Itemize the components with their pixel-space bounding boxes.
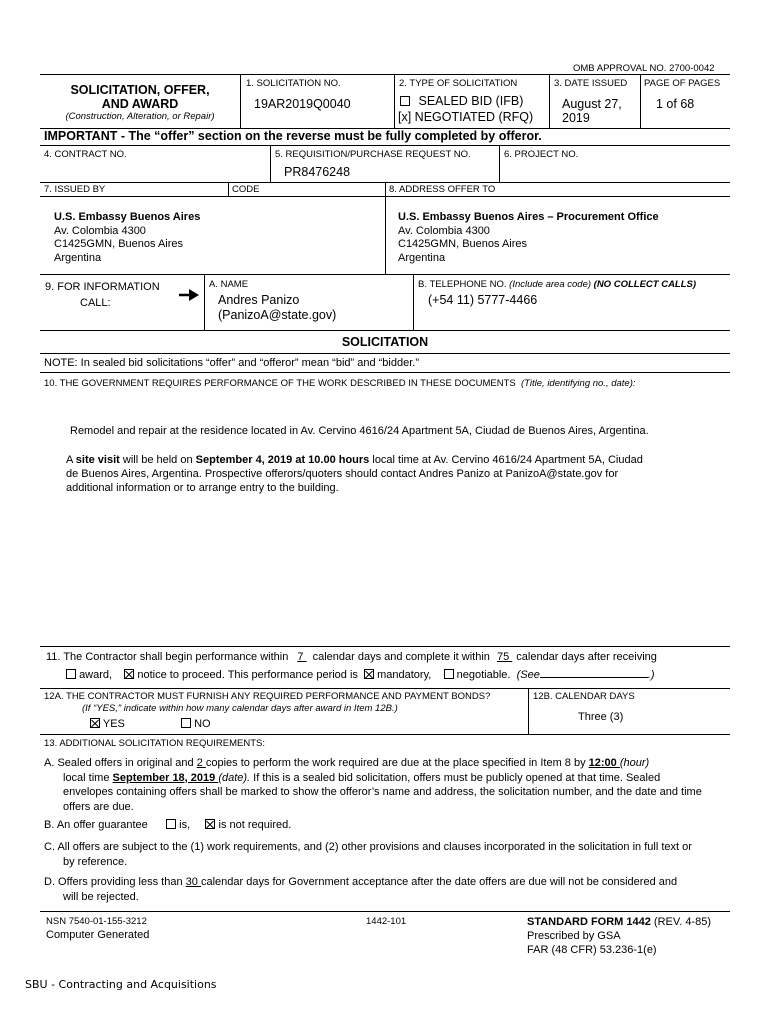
item12a-label: 12A. THE CONTRACTOR MUST FURNISH ANY REQUIRED PERFORMANCE AND PAYMENT BONDS? [44,691,491,702]
project-no-label: 6. PROJECT NO. [504,149,579,160]
item12b-label: 12B. CALENDAR DAYS [533,691,635,702]
negotiable-checkbox[interactable] [444,669,454,679]
sealed-bid-option[interactable]: SEALED BID (IFB) [400,94,523,108]
address-offer-label: 8. ADDRESS OFFER TO [389,184,496,195]
due-time: 12:00 [588,757,620,769]
bonds-yes-checkbox[interactable] [90,718,100,728]
date-issued-value-1[interactable]: August 27, [562,97,622,111]
contact-email[interactable]: (PanizoA@state.gov) [218,308,337,322]
due-date: September 18, 2019 [112,771,219,784]
award-checkbox[interactable] [66,669,76,679]
work-description: Remodel and repair at the residence located in Av. Cervino 4616/24 Apartment 5A, Ciudad de Buenos Aires, Argentina. [70,425,649,437]
computer-generated: Computer Generated [46,929,150,941]
code-label: CODE [232,184,260,195]
requisition-value[interactable]: PR8476248 [284,165,351,179]
copies-count: 2 [196,757,206,769]
bonds-no[interactable]: NO [181,718,211,730]
standard-form-info: STANDARD FORM 1442 (REV. 4-85) Prescribed by GSA FAR (48 CFR) 53.236-1(e) [527,916,711,956]
item11-line2: award, notice to proceed. This performance period is mandatory, negotiable. (See .) [66,667,655,681]
name-label: A. NAME [209,279,249,290]
calendar-days-value[interactable]: Three (3) [578,711,624,723]
notice-to-proceed-checkbox[interactable] [124,669,134,679]
form-title-line1: SOLICITATION, OFFER, [70,83,210,97]
contact-phone[interactable]: (+54 11) 5777-4466 [428,293,538,307]
date-issued-value-2[interactable]: 2019 [562,111,590,125]
issued-by-address: U.S. Embassy Buenos Aires Av. Colombia 4300 C1425GMN, Buenos Aires Argentina [54,211,201,264]
solicitation-no-label: 1. SOLICITATION NO. [246,78,341,89]
telephone-label: B. TELEPHONE NO. (Include area code) (NO COLLECT CALLS) [418,279,697,290]
page-of-pages-value: 1 of 68 [656,97,695,111]
call-label: CALL: [80,297,111,309]
bonds-no-checkbox[interactable] [181,718,191,728]
important-notice: IMPORTANT - The “offer” section on the reverse must be fully completed by offeror. [44,129,542,143]
negotiated-option[interactable]: [x] NEGOTIATED (RFQ) [398,110,534,124]
item12a-note: (If “YES,” indicate within how many calendar days after award in Item 12B.) [82,703,398,714]
sbu-marking: SBU - Contracting and Acquisitions [25,978,217,991]
item13-D: D. Offers providing less than 30 calendar days for Government acceptance after the date offers are due will not be considered and will be rejected. [44,876,678,903]
arrow-right-icon [178,288,200,302]
note-text: NOTE: In sealed bid solicitations “offer” and “offeror” mean “bid” and “bidder.” [44,357,419,369]
solicitation-type-label: 2. TYPE OF SOLICITATION [399,78,518,89]
start-days: 7 [297,651,307,663]
page-of-pages-label: PAGE OF PAGES [644,78,721,89]
nsn-number: NSN 7540-01-155-3212 [46,916,147,927]
item11-line1: 11. The Contractor shall begin performance within 7 calendar days and complete it within 75 calendar days after receiving [46,651,657,663]
bonds-yes[interactable]: YES [90,718,125,730]
site-visit-text: A site visit will be held on September 4, 2019 at 10.00 hours local time at Av. Cervino 4616/24 Apartment 5A, Ciudad de Buenos Aires, Argentina. Prospective offerors/quoters should contact Andres Panizo at PanizoA@state.gov for additional information or to arrange entry to the building. [66,454,643,494]
contract-no-label: 4. CONTRACT NO. [44,149,127,160]
form-code: 1442-101 [366,916,407,927]
date-issued-label: 3. DATE ISSUED [554,78,628,89]
mandatory-checkbox[interactable] [364,669,374,679]
contact-name[interactable]: Andres Panizo [218,293,300,307]
guarantee-is-checkbox[interactable] [166,819,176,829]
complete-days: 75 [496,651,513,663]
requisition-label: 5. REQUISITION/PURCHASE REQUEST NO. [275,149,471,160]
form-subtitle: (Construction, Alteration, or Repair) [65,111,215,122]
item13-C: C. All offers are subject to the (1) work requirements, and (2) other provisions and clauses incorporated in the solicitation in full text or by reference. [44,841,692,868]
acceptance-days: 30 [185,876,201,888]
item13-A: A. Sealed offers in original and 2 copies to perform the work required are due at the place specified in Item 8 by 12:00 (hour) local time September 18, 2019 (date). If this is a sealed bid solicitation, offers must be publicly opened at that time. Sealed envelopes containing offers shall be marked to show the offeror’s name and address, the solicitation number, and the date and time offers are due. [44,757,702,813]
omb-approval: OMB APPROVAL NO. 2700-0042 [573,63,715,74]
sealed-bid-checkbox[interactable] [400,96,410,106]
solicitation-no-value[interactable]: 19AR2019Q0040 [254,97,351,111]
for-information-label: 9. FOR INFORMATION [45,281,160,293]
guarantee-not-required-checkbox[interactable] [205,819,215,829]
item10-label: 10. THE GOVERNMENT REQUIRES PERFORMANCE OF THE WORK DESCRIBED IN THESE DOCUMENTS (Title, identifying no., date): [44,378,636,389]
item13-label: 13. ADDITIONAL SOLICITATION REQUIREMENTS: [44,738,266,749]
issued-by-label: 7. ISSUED BY [44,184,106,195]
item13-B: B. An offer guarantee is, is not required. [44,819,292,831]
solicitation-heading: SOLICITATION [341,335,429,349]
form-title-line2: AND AWARD [101,97,179,111]
address-offer-to: U.S. Embassy Buenos Aires – Procurement Office Av. Colombia 4300 C1425GMN, Buenos Aires Argentina [398,211,659,264]
